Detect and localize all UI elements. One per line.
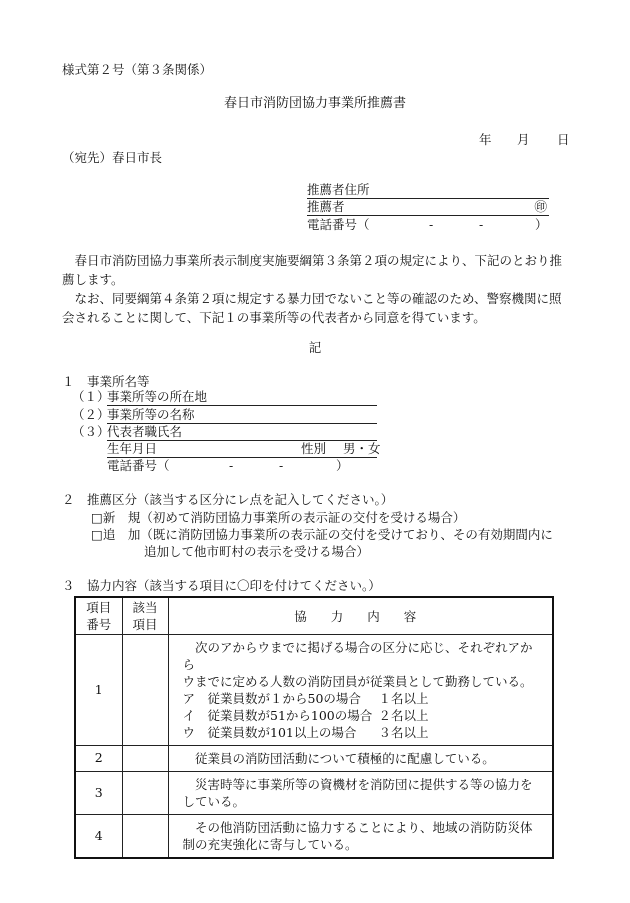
recommender-address-label: 推薦者住所 (307, 182, 370, 197)
option-add-desc-cont: 追加して他市町村の表示を受ける場合） (144, 544, 370, 559)
table-header-row (75, 597, 553, 635)
row-number: 4 (75, 815, 122, 859)
addressee: （宛先）春日市長 (62, 150, 163, 165)
phone-dash: - (229, 458, 234, 473)
gender-label: 性別 (301, 441, 327, 456)
section1-item-num: （３） (72, 424, 110, 439)
option-new-desc: （初めて消防団協力事業所の表示証の交付を受ける場合） (140, 510, 466, 525)
applicable-cell[interactable] (122, 772, 168, 815)
applicable-cell[interactable] (122, 746, 168, 772)
phone-dash: - (479, 217, 484, 232)
gender-options: 男・女 (343, 441, 381, 456)
row-content: 災害時等に事業所等の資機材を消防団に提供する等の協力を している。 (168, 772, 553, 815)
form-number: 様式第２号（第３条関係） (62, 62, 213, 77)
recommender-name-field[interactable] (307, 201, 549, 216)
business-address-label: 事業所等の所在地 (107, 389, 208, 404)
recommender-name-label: 推薦者 (307, 199, 345, 214)
section1-heading: １ 事業所名等 (62, 374, 150, 389)
representative-name-field[interactable] (107, 426, 377, 441)
option-add-label: 追 加 (102, 527, 141, 542)
phone-label: 電話番号（ (107, 458, 170, 473)
birth-date-label: 生年月日 (107, 441, 158, 456)
section3-heading: ３ 協力内容（該当する項目に〇印を付けてください。） (62, 578, 381, 593)
option-new-label: 新 規 (102, 510, 141, 525)
header-content: 協 力 内 容 (168, 597, 553, 635)
header-applicable: 該当 項目 (122, 597, 168, 635)
section2-heading: ２ 推薦区分（該当する区分にレ点を記入してください。） (62, 492, 394, 507)
business-name-field[interactable] (107, 409, 377, 424)
option-new[interactable] (91, 512, 465, 525)
recommender-address-field[interactable] (307, 184, 549, 199)
ki-heading: 記 (308, 340, 322, 355)
header-item-no: 項目 番号 (75, 597, 122, 635)
body-paragraph-1: 春日市消防団協力事業所表示制度実施要綱第３条第２項の規定により、下記のとおり推薦します。 (62, 253, 563, 287)
row-content: その他消防団活動に協力することにより、地域の消防防災体 制の充実強化に寄与している。 (168, 815, 553, 859)
sub-item: ア 従業員数が１から50の場合 １名以上 (182, 691, 429, 706)
section1-item-num: （１） (72, 389, 110, 404)
phone-close: ） (535, 217, 548, 232)
applicable-cell[interactable] (122, 635, 168, 746)
phone-dash: - (429, 217, 434, 232)
recommender-phone-label: 電話番号（ (307, 217, 370, 232)
checkbox-icon[interactable]: □ (91, 510, 103, 525)
row-number: 1 (75, 635, 122, 746)
row-number: 3 (75, 772, 122, 815)
option-add[interactable] (91, 529, 553, 542)
applicable-cell[interactable] (122, 815, 168, 859)
table-row (75, 635, 553, 746)
table-row (75, 815, 553, 859)
phone-dash: - (279, 458, 284, 473)
business-name-label: 事業所等の名称 (107, 407, 195, 422)
date-year: 年 (479, 132, 492, 147)
checkbox-icon[interactable]: □ (91, 527, 103, 542)
representative-name-label: 代表者職氏名 (107, 424, 183, 439)
row-content: 従業員の消防団活動について積極的に配慮している。 (168, 746, 553, 772)
cooperation-table (74, 596, 554, 859)
phone-close: ） (336, 458, 349, 473)
seal-mark: ㊞ (534, 199, 547, 214)
date-month: 月 (517, 132, 530, 147)
section1-item-num: （２） (72, 407, 110, 422)
body-paragraph-2: なお、同要綱第４条第２項に規定する暴力団でないこと等の確認のため、警察機関に照会されることに関して、下記１の事業所等の代表者から同意を得ています。 (62, 291, 562, 325)
birth-gender-field[interactable] (107, 441, 381, 458)
recommender-phone-field[interactable] (307, 219, 549, 233)
table-row (75, 746, 553, 772)
business-address-field[interactable] (107, 391, 377, 406)
sub-item: ウ 従業員数が101以上の場合 ３名以上 (182, 725, 429, 740)
row-content: 次のアからウまでに掲げる場合の区分に応じ、それぞれアから ウまでに定める人数の消防団員が従業員として勤務している。 ア 従業員数が１から50の場合 １名以上 イ 従業員数が51から100の場合 ２名以上 ウ 従業員数が101以上の場合 ３名以上 (168, 635, 553, 746)
date-day: 日 (557, 132, 570, 147)
option-add-desc: （既に消防団協力事業所の表示証の交付を受けており、その有効期間内に (140, 527, 553, 542)
table-row (75, 772, 553, 815)
page-title: 春日市消防団協力事業所推薦書 (223, 96, 406, 111)
sub-item: イ 従業員数が51から100の場合 ２名以上 (182, 708, 429, 723)
representative-phone-field[interactable] (107, 460, 377, 474)
row-number: 2 (75, 746, 122, 772)
